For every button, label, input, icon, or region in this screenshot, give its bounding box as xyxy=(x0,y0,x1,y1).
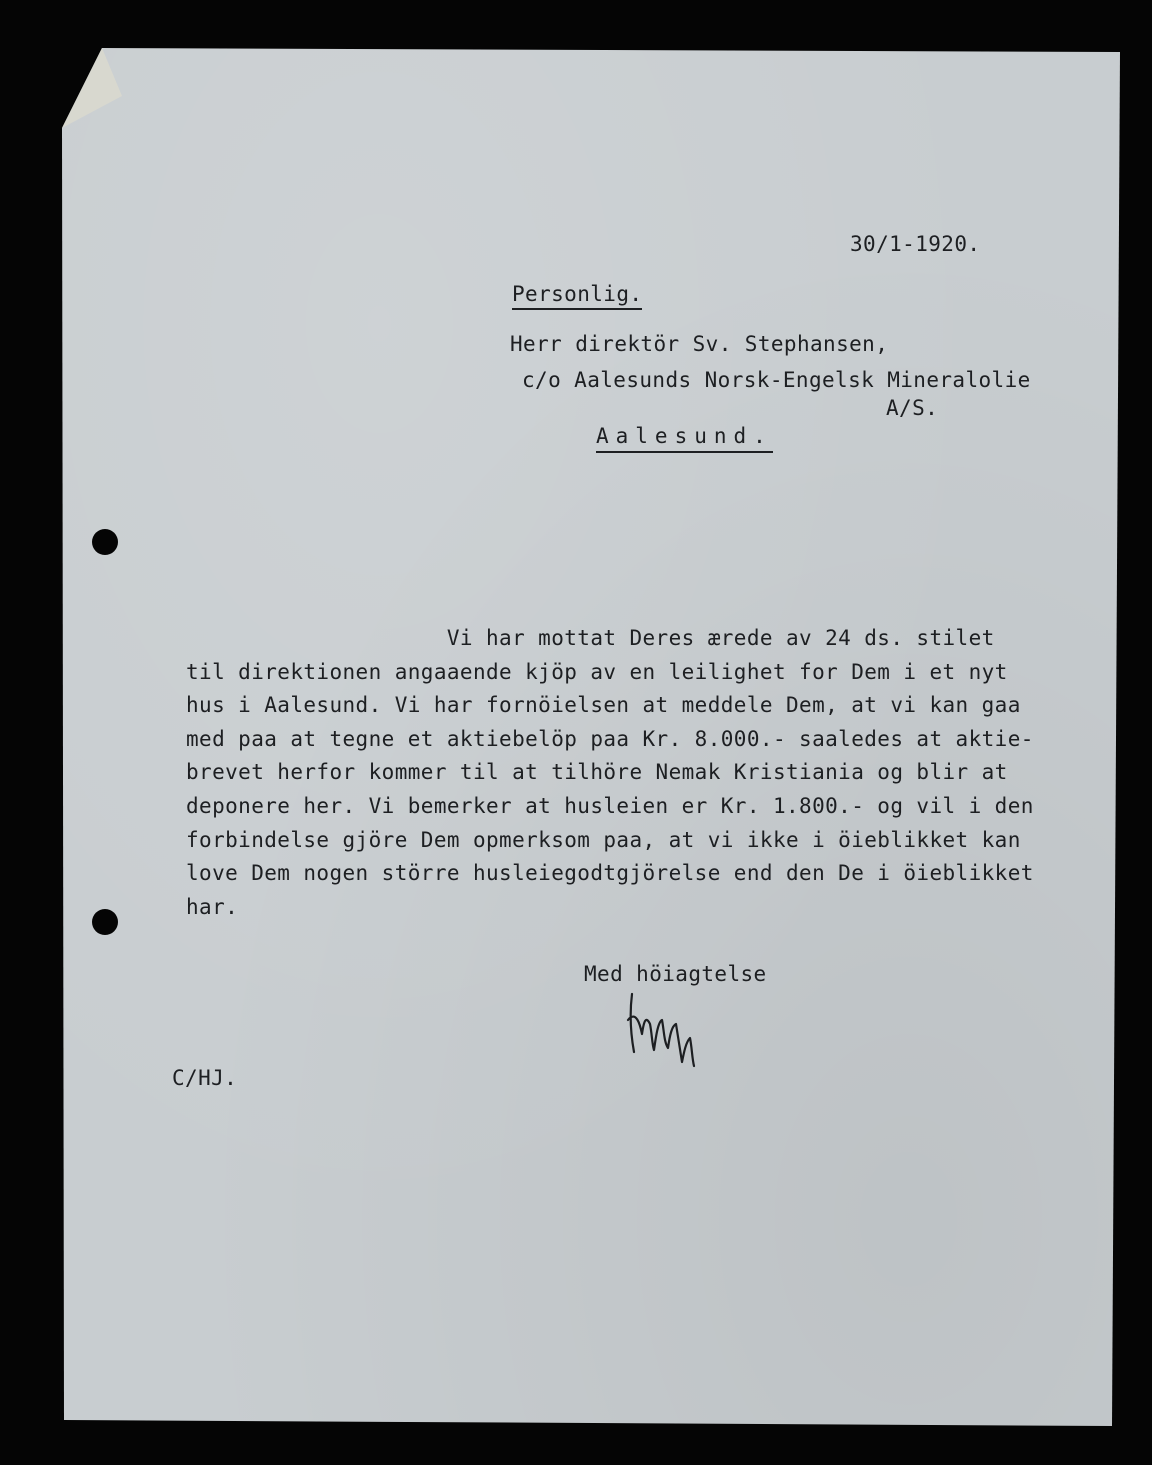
body-line: med paa at tegne et aktiebelöp paa Kr. 8.000.- saaledes at aktie- xyxy=(186,726,1034,751)
letter-date: 30/1-1920. xyxy=(850,232,981,256)
punch-hole-bottom xyxy=(92,909,118,935)
body-line: Vi har mottat Deres ærede av 24 ds. stilet xyxy=(186,626,995,650)
body-line: forbindelse gjöre Dem opmerksom paa, at vi ikke i öieblikket kan xyxy=(186,827,1021,852)
body-line: hus i Aalesund. Vi har fornöielsen at meddele Dem, at vi kan gaa xyxy=(186,693,1021,718)
handwritten-signature xyxy=(624,990,704,1070)
recipient-name: Herr direktör Sv. Stephansen, xyxy=(510,332,889,356)
typist-initials: C/HJ. xyxy=(172,1066,238,1090)
body-line: til direktionen angaaende kjöp av en leilighet for Dem i et nyt xyxy=(186,659,1008,684)
body-line: deponere her. Vi bemerker at husleien er Kr. 1.800.- og vil i den xyxy=(186,793,1034,818)
personal-marking: Personlig. xyxy=(512,282,642,310)
recipient-company: c/o Aalesunds Norsk-Engelsk Mineralolie xyxy=(522,368,1031,392)
body-line: har. xyxy=(186,894,239,919)
letter-body xyxy=(186,622,1034,924)
body-line: love Dem nogen större husleiegodtgjörelse end den De i öieblikket xyxy=(186,861,1034,886)
recipient-company-suffix: A/S. xyxy=(886,396,939,420)
recipient-city: Aalesund. xyxy=(596,424,773,453)
punch-hole-top xyxy=(92,529,118,555)
closing-phrase: Med höiagtelse xyxy=(584,962,767,986)
body-line: brevet herfor kommer til at tilhöre Nemak Kristiania og blir at xyxy=(186,760,1008,785)
